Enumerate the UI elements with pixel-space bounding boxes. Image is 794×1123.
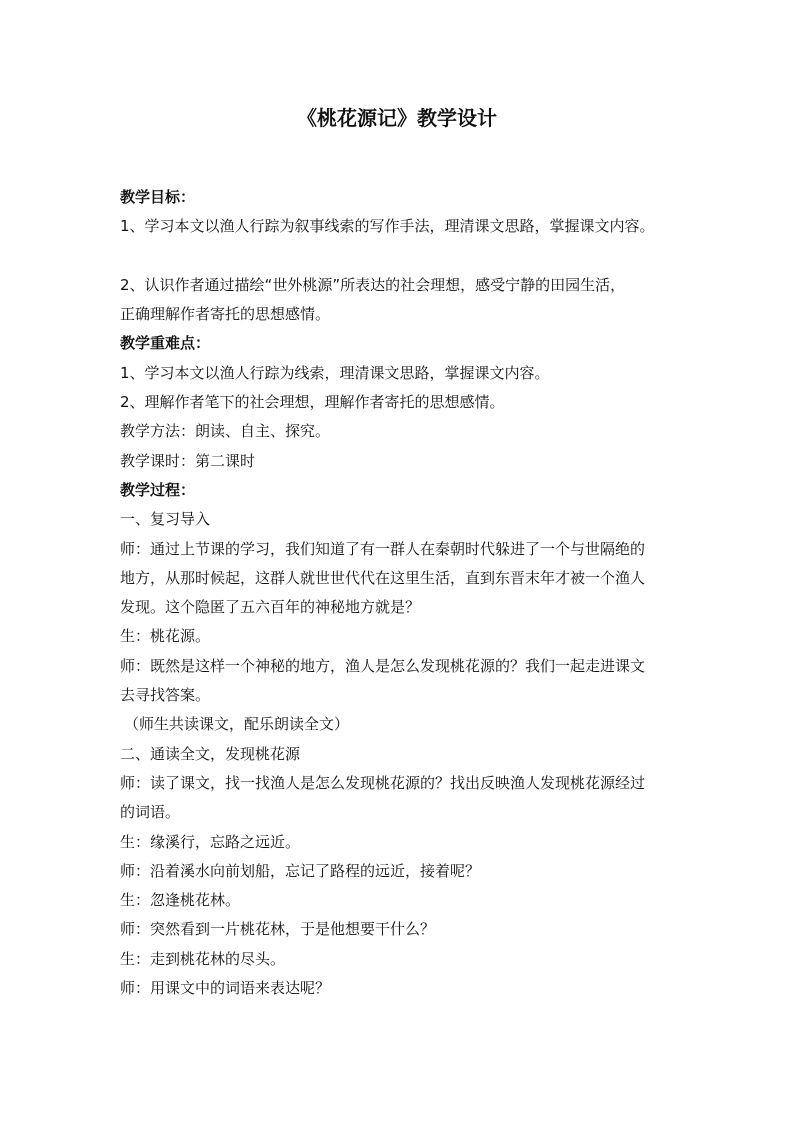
paragraph: 生：缘溪行，忘路之远近。 bbox=[120, 832, 301, 851]
paragraph: 生：走到桃花林的尽头。 bbox=[120, 949, 286, 968]
paragraph: 2、认识作者通过描绘“世外桃源”所表达的社会理想，感受宁静的田园生活， bbox=[120, 275, 626, 294]
paragraph: （师生共读课文，配乐朗读全文） bbox=[124, 715, 350, 734]
paragraph: 1、学习本文以渔人行踪为叙事线索的写作手法，理清课文思路，掌握课文内容。 bbox=[120, 217, 655, 236]
paragraph: 师：突然看到一片桃花林，于是他想要干什么？ bbox=[120, 920, 436, 939]
paragraph: 2、理解作者笔下的社会理想，理解作者寄托的思想感情。 bbox=[120, 393, 505, 412]
paragraph: 一、复习导入 bbox=[120, 510, 211, 529]
document-body bbox=[120, 183, 680, 1003]
paragraph: 师：沿着溪水向前划船，忘记了路程的远近，接着呢？ bbox=[120, 861, 481, 880]
paragraph: 师：既然是这样一个神秘的地方，渔人是怎么发现桃花源的？我们一起走进课文 bbox=[120, 656, 646, 675]
paragraph: 师：通过上节课的学习，我们知道了有一群人在秦朝时代躲进了一个与世隔绝的 bbox=[120, 539, 646, 558]
document-title: 《桃花源记》教学设计 bbox=[297, 106, 497, 130]
paragraph: 发现。这个隐匿了五六百年的神秘地方就是？ bbox=[120, 598, 421, 617]
paragraph: 地方，从那时候起，这群人就世世代代在这里生活，直到东晋末年才被一个渔人 bbox=[120, 568, 646, 587]
paragraph: 去寻找答案。 bbox=[120, 686, 211, 705]
paragraph: 师：读了课文，找一找渔人是怎么发现桃花源的？找出反映渔人发现桃花源经过 bbox=[120, 773, 646, 792]
paragraph: 生：忽逢桃花林。 bbox=[120, 891, 241, 910]
paragraph: 生：桃花源。 bbox=[120, 627, 211, 646]
section-heading-objectives: 教学目标： bbox=[120, 188, 196, 206]
paragraph: 师：用课文中的词语来表达呢？ bbox=[120, 979, 331, 998]
blank-line bbox=[120, 242, 680, 271]
paragraph: 教学课时：第二课时 bbox=[120, 451, 256, 470]
paragraph: 1、学习本文以渔人行踪为线索，理清课文思路，掌握课文内容。 bbox=[120, 363, 550, 382]
paragraph: 正确理解作者寄托的思想感情。 bbox=[120, 305, 331, 324]
paragraph: 二、通读全文，发现桃花源 bbox=[120, 744, 301, 763]
paragraph: 的词语。 bbox=[120, 803, 181, 822]
section-heading-process: 教学过程： bbox=[120, 480, 196, 499]
paragraph: 教学方法：朗读、自主、探究。 bbox=[120, 422, 331, 441]
section-heading-key-points: 教学重难点： bbox=[120, 334, 211, 353]
